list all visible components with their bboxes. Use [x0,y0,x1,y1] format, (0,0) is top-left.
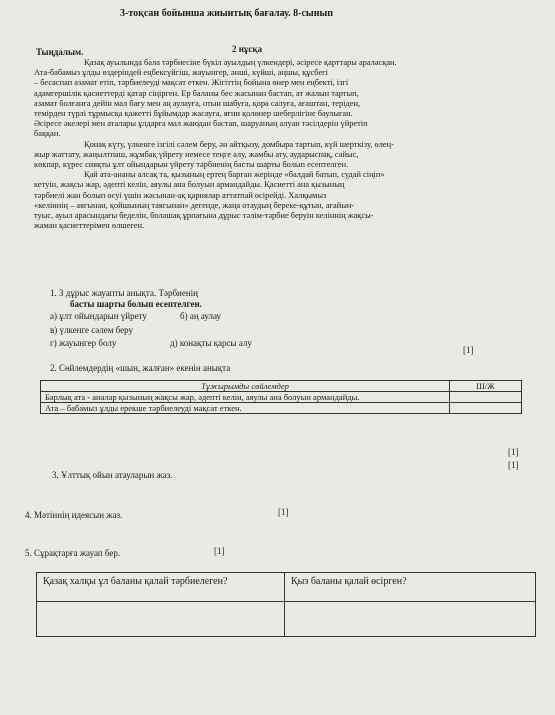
q2-table [40,380,522,414]
table-row [41,403,522,414]
text-line: адамгершілік қасиеттерді қатар сіңірген. Ер баланы бес жасынан бастап, ат жалын тартып, [34,88,359,98]
q5-question-1: Қазақ халқы ұл баланы қалай тәрбиелеген? [37,573,285,602]
q5-question-2: Қыз баланы қалай өсірген? [285,573,536,602]
text-line: туыс, ауыл арасындағы беделін, болашақ ұрпағына дұрыс тәлім-тәрбие беруін келіннің жақсы- [34,211,374,221]
q2-mark-1: [1] [508,447,519,457]
q2-answer-cell-2[interactable] [450,403,522,414]
text-line: Қонақ күту, үлкенге ізгілі сәлем беру, ән айтқызу, домбыра тартып, күй шерткізу, өлең- [84,139,394,149]
q5-table [36,572,536,637]
reading-text [34,58,510,231]
text-line: Қай ата-ананы алсақ та, қызының ертең барған жерінде «балдай батып, судай сіңіп» [84,170,385,180]
q2-answer-cell-1[interactable] [450,392,522,403]
text-line: Ата-бабамыз ұлды өздеріндей еңбексүйгіш, жауынгер, әнші, күйші, аңшы, құсбегі [34,68,328,78]
q4-mark: [1] [278,507,289,517]
q2-mark-2: [1] [508,460,519,470]
q1-option-a: а) ұлт ойындарын үйрету [50,311,147,321]
page-title: 3-тоқсан бойынша жиынтық бағалау. 8-сынып [120,8,334,19]
q2-stem: 2. Сөйлемдердің «шын, жалған» екенін анықта [50,363,231,373]
q1-stem-cont: басты шарты болып есептелген. [70,299,202,309]
table-row [41,392,522,403]
text-line: тәрбиелі жан болып өсуі үшін жасынан-ақ қариялар аттатпай өсірейді. Халқымыз [34,190,327,200]
q4-stem: 4. Мәтіннің идеясын жаз. [25,510,123,520]
q2-header-answer: Ш/Ж [450,381,522,392]
q1-option-e: д) конақты қарсы алу [170,338,252,348]
text-line: кетуін, жақсы жар, әдепті келін, аяулы ана болуын армандайды. Қасиетті ана қызының [34,180,345,190]
text-line: Әсіресе әкелері мен аталары ұлдарға мал жаюдан бастап, шаруаның алуан тәсілдерін үйретіп [34,119,368,129]
text-line: «келіннің – аягынан, қойшының таягынан» дегенде, жаңа отаудың береке-құтын, ағайын- [34,200,355,210]
q3-stem: 3. Ұлттық ойын атауларын жаз. [52,470,173,480]
q5-answer-cell-1[interactable] [37,602,285,637]
q2-statement-2: Ата – бабамыз ұлды ерекше тәрбиелеуді мақсат еткен. [41,403,450,414]
q1-stem [50,288,198,298]
text-line: – бесаспап азамат етіп, тәрбиелеуді мақсат еткен. Жігіттің бойына өнер мен еңбекті, ізгі [34,78,349,88]
q2-statement-1: Барлық ата - аналар қызының жақсы жар, әдепті келін, аяулы ана болуын армандайды. [41,392,450,403]
q1-stem-text: 1. 3 дұрыс жауапты анықта. Тәрбиенің [50,288,198,298]
q1-mark: [1] [463,345,474,355]
q1-option-b: б) аң аулау [180,311,222,321]
text-line: жыр жаттату, жаңылтпаш, жұмбақ үйрету немесе теңге алу, жамбы ату, аударыспақ, сайыс, [34,149,359,159]
q1-option-c: в) үлкенге сәлем беру [50,325,134,335]
section-label: Тыңдалым. [36,47,84,57]
text-line: баққан. [34,129,61,139]
text-line: темірден түрлі тұрмысқа қажетті бұйымдар жасауға, яғни қолөнер шеберлігіне баулыған. [34,109,353,119]
text-line: азамат болғанға дейін мал бағу мен аң аулауға, отын шабуға, қора салуға, ағаштан, теріден, [34,98,361,108]
q5-mark: [1] [214,546,225,556]
q1-option-d: г) жауынгер болу [50,338,117,348]
text-line: жаман қасиеттерімен өлшеген. [34,221,145,231]
text-line: көкпар, күрес сияқты ұлт ойындарын үйрету тәрбиенің басты шарты болып есептелген. [34,160,349,170]
variant-label: 2 нұсқа [232,44,263,54]
q2-header-statements: Тұжырымды сөйлемдер [41,381,450,392]
q5-stem: 5. Сұрақтарға жауап бер. [25,548,121,558]
q5-answer-cell-2[interactable] [285,602,536,637]
text-line: Қазақ ауылында бала тәрбиесіне бүкіл ауылдың үлкендері, әсіресе қарттары араласқан. [84,58,397,67]
